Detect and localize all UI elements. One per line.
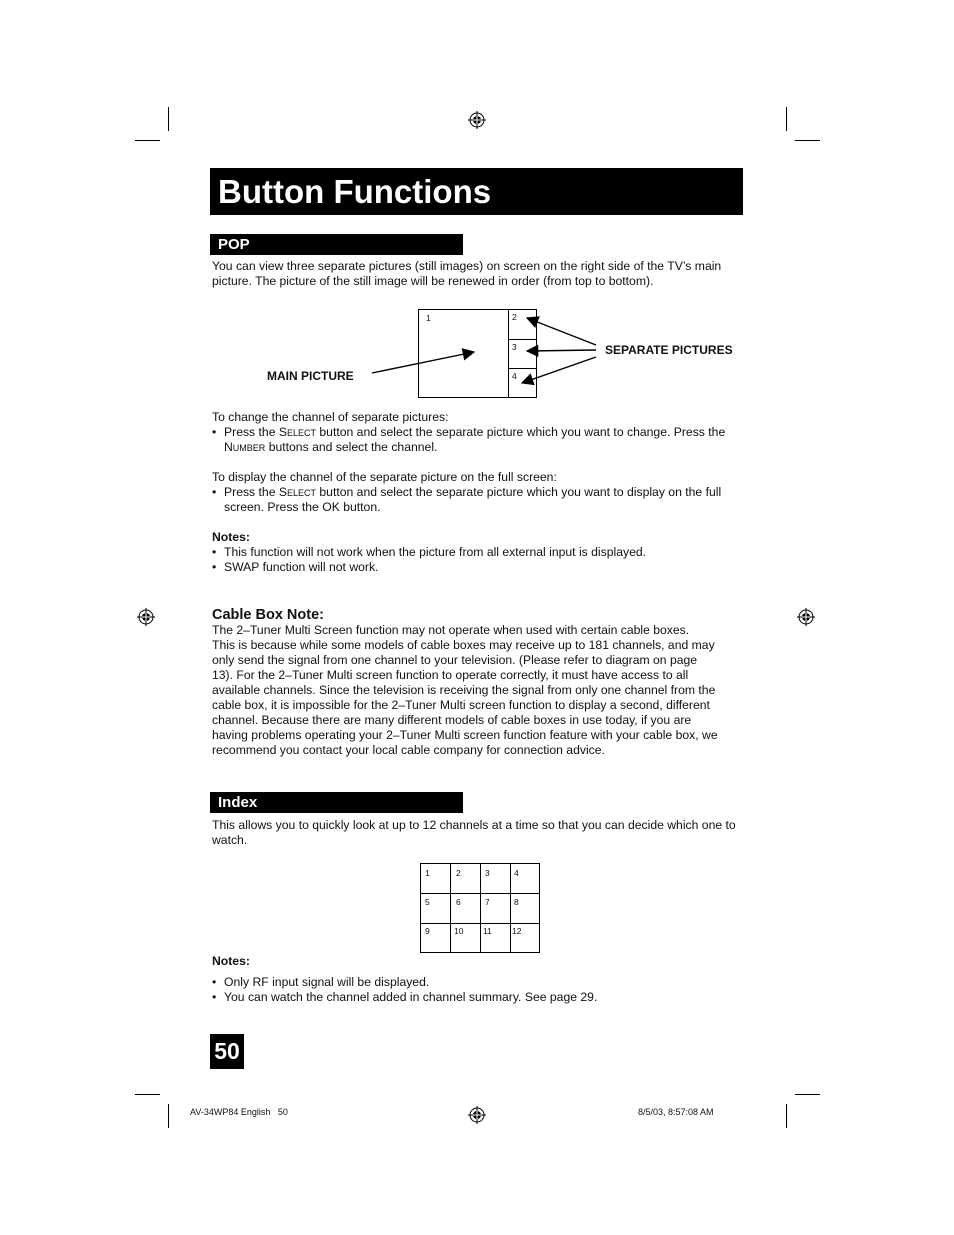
change-bullet — [212, 425, 744, 455]
pop-note: • SWAP function will not work. — [212, 560, 744, 575]
cable-box-line: recommend you contact your local cable company for connection advice. — [212, 743, 605, 757]
pop-cell-label: 4 — [512, 371, 517, 381]
index-cell-label: 1 — [425, 868, 430, 878]
footer-right: 8/5/03, 8:57:08 AM — [638, 1107, 714, 1117]
grid-line — [510, 864, 511, 952]
cable-box-line: 13). For the 2–Tuner Multi screen function to operate correctly, it must have access to all — [212, 668, 689, 682]
index-cell-label: 11 — [483, 926, 492, 936]
pop-intro-text: You can view three separate pictures (still images) on screen on the right side of the TV’s main picture. The picture of the still image will be renewed in order (from top to bottom). — [212, 259, 722, 288]
index-grid — [420, 863, 540, 953]
grid-line — [450, 864, 451, 952]
index-cell-label: 7 — [485, 897, 490, 907]
pop-cell-label: 2 — [512, 312, 517, 322]
pop-intro — [212, 259, 744, 289]
arrow-main — [372, 352, 474, 373]
index-cell-label: 12 — [512, 926, 522, 936]
index-cell-label: 10 — [454, 926, 464, 936]
bullet-text: Press the — [224, 425, 279, 439]
separate-divider — [508, 368, 537, 369]
index-note: • Only RF input signal will be displayed. — [212, 975, 744, 990]
grid-line — [421, 893, 539, 894]
index-notes-title: Notes: — [212, 954, 250, 968]
index-notes — [212, 954, 744, 1005]
main-picture-frame — [418, 309, 537, 398]
pop-note: • This function will not work when the picture from all external input is displayed. — [212, 545, 744, 560]
separate-pictures-column — [508, 309, 509, 398]
display-intro: To display the channel of the separate picture on the full screen: — [212, 470, 557, 484]
cable-box-line: available channels. Since the television is receiving the signal from only one channel from the — [212, 683, 716, 697]
registration-mark-icon — [468, 1106, 486, 1124]
crop-mark — [135, 140, 160, 141]
bullet-text: buttons and select the channel. — [265, 440, 438, 454]
index-cell-label: 8 — [514, 897, 519, 907]
pop-instructions — [212, 410, 744, 575]
cable-box-line: cable box, it is impossible for the 2–Tuner Multi screen function to display a second, different — [212, 698, 710, 712]
arrow-sep-4 — [522, 357, 596, 383]
separate-pictures-label: SEPARATE PICTURES — [605, 343, 733, 357]
index-intro-text: This allows you to quickly look at up to 12 channels at a time so that you can decide which one to watch. — [212, 818, 736, 847]
cable-box-note-title: Cable Box Note: — [212, 607, 324, 623]
separate-divider — [508, 339, 537, 340]
pop-cell-label: 3 — [512, 342, 517, 352]
footer-left: AV-34WP84 English 50 — [190, 1107, 288, 1117]
cable-box-line: channel. Because there are many different models of cable boxes in use today, if you are — [212, 713, 692, 727]
registration-mark-icon — [137, 608, 155, 626]
arrow-sep-3 — [527, 350, 596, 351]
arrow-sep-2 — [527, 318, 596, 345]
cable-box-note — [212, 607, 744, 758]
grid-line — [480, 864, 481, 952]
index-cell-label: 2 — [456, 868, 461, 878]
index-cell-label: 9 — [425, 926, 430, 936]
display-bullet — [212, 485, 744, 515]
grid-line — [421, 923, 539, 924]
crop-mark — [168, 107, 169, 131]
cable-box-line: This is because while some models of cable boxes may receive up to 181 channels, and may — [212, 638, 715, 652]
registration-mark-icon — [797, 608, 815, 626]
crop-mark — [786, 1104, 787, 1128]
bullet-text: Press the — [224, 485, 279, 499]
pop-cell-label: 1 — [426, 313, 431, 323]
crop-mark — [795, 1094, 820, 1095]
change-intro: To change the channel of separate pictures: — [212, 410, 449, 424]
registration-mark-icon — [468, 111, 486, 129]
bullet-text: button and select the separate picture which you want to change. Press the — [316, 425, 726, 439]
crop-mark — [786, 107, 787, 131]
select-button-name: Select — [278, 485, 317, 499]
cable-box-line: having problems operating your 2–Tuner Multi screen function feature with your cable box, we — [212, 728, 718, 742]
page-title: Button Functions — [210, 168, 743, 215]
index-intro — [212, 818, 744, 848]
index-cell-label: 3 — [485, 868, 490, 878]
page-number: 50 — [210, 1034, 244, 1069]
select-button-name: Select — [278, 425, 317, 439]
index-note: • You can watch the channel added in channel summary. See page 29. — [212, 990, 744, 1005]
bullet-text: button and select the separate picture which you want to display on the full screen. Press the OK button. — [224, 485, 722, 514]
crop-mark — [795, 140, 820, 141]
crop-mark — [168, 1104, 169, 1128]
cable-box-line: The 2–Tuner Multi Screen function may not operate when used with certain cable boxes. — [212, 623, 690, 637]
index-cell-label: 4 — [514, 868, 519, 878]
section-heading-pop: POP — [210, 234, 463, 255]
main-picture-label: MAIN PICTURE — [267, 369, 354, 383]
number-button-name: Number — [224, 440, 266, 454]
crop-mark — [135, 1094, 160, 1095]
index-cell-label: 6 — [456, 897, 461, 907]
cable-box-line: only send the signal from one channel to your television. (Please refer to diagram on page — [212, 653, 698, 667]
index-cell-label: 5 — [425, 897, 430, 907]
pop-notes-title: Notes: — [212, 530, 250, 544]
section-heading-index: Index — [210, 792, 463, 813]
